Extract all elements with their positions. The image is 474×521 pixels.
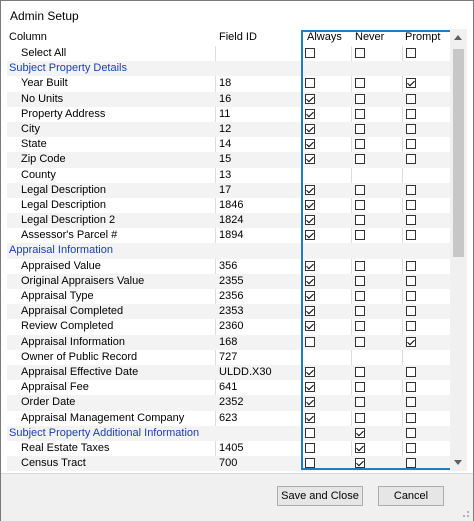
column-header-field-id[interactable]: Field ID [219, 31, 257, 43]
column-header-never[interactable]: Never [355, 31, 385, 43]
never-checkbox[interactable] [355, 185, 365, 195]
row-label: Order Date [21, 396, 76, 409]
prompt-checkbox[interactable] [406, 382, 416, 392]
row-label: Year Built [21, 77, 68, 90]
field-grid [7, 29, 450, 471]
table-row[interactable] [7, 411, 450, 426]
row-label: Legal Description 2 [21, 214, 116, 227]
table-row[interactable] [7, 46, 450, 61]
always-checkbox[interactable] [305, 367, 315, 377]
table-row[interactable] [7, 213, 450, 228]
table-row[interactable] [7, 335, 450, 350]
table-row[interactable] [7, 198, 450, 213]
prompt-checkbox[interactable] [406, 428, 416, 438]
prompt-checkbox[interactable] [406, 291, 416, 301]
never-checkbox[interactable] [355, 200, 365, 210]
row-field-id: 2353 [219, 305, 244, 318]
row-field-id: 1405 [219, 441, 244, 454]
row-field-id: 17 [219, 183, 232, 196]
table-row[interactable] [7, 228, 450, 243]
table-row[interactable] [7, 319, 450, 334]
always-checkbox[interactable] [305, 48, 315, 58]
row-label: Original Appraisers Value [21, 274, 145, 287]
never-checkbox[interactable] [355, 428, 365, 438]
row-field-id: 168 [219, 335, 238, 348]
row-label: Property Address [21, 107, 106, 120]
row-label: Census Tract [21, 457, 86, 470]
never-checkbox[interactable] [355, 276, 365, 286]
prompt-checkbox[interactable] [406, 230, 416, 240]
row-field-id: 623 [219, 411, 238, 424]
section-header-row[interactable] [7, 61, 450, 76]
row-label: No Units [21, 92, 64, 105]
prompt-checkbox[interactable] [406, 154, 416, 164]
always-checkbox[interactable] [305, 443, 315, 453]
never-checkbox[interactable] [355, 397, 365, 407]
column-header-prompt[interactable]: Prompt [405, 31, 441, 43]
row-label: Assessor's Parcel # [21, 229, 118, 242]
always-checkbox[interactable] [305, 321, 315, 331]
never-checkbox[interactable] [355, 48, 365, 58]
always-checkbox[interactable] [305, 139, 315, 149]
prompt-checkbox[interactable] [406, 200, 416, 210]
never-checkbox[interactable] [355, 306, 365, 316]
row-label: Owner of Public Record [21, 350, 138, 363]
table-row[interactable] [7, 456, 450, 471]
column-header-always[interactable]: Always [307, 31, 342, 43]
never-checkbox[interactable] [355, 109, 365, 119]
always-checkbox[interactable] [305, 154, 315, 164]
always-checkbox[interactable] [305, 109, 315, 119]
row-label: Zip Code [21, 153, 66, 166]
always-checkbox[interactable] [305, 215, 315, 225]
grid-header [7, 29, 450, 46]
always-checkbox[interactable] [305, 276, 315, 286]
prompt-checkbox[interactable] [406, 94, 416, 104]
row-label: Review Completed [21, 320, 114, 333]
never-checkbox[interactable] [355, 413, 365, 423]
row-label: Appraisal Management Company [21, 411, 185, 424]
prompt-checkbox[interactable] [406, 215, 416, 225]
scroll-up-icon[interactable] [454, 35, 462, 40]
row-field-id: 700 [219, 457, 238, 470]
column-header-column[interactable]: Column [9, 31, 47, 43]
always-checkbox[interactable] [305, 413, 315, 423]
prompt-checkbox[interactable] [406, 124, 416, 134]
row-label: City [21, 122, 40, 135]
prompt-checkbox[interactable] [406, 367, 416, 377]
prompt-checkbox[interactable] [406, 276, 416, 286]
cancel-button[interactable]: Cancel [378, 486, 444, 506]
row-field-id: 15 [219, 153, 232, 166]
never-checkbox[interactable] [355, 443, 365, 453]
title-bar [1, 1, 473, 29]
prompt-checkbox[interactable] [406, 443, 416, 453]
window-title: Admin Setup [10, 9, 79, 23]
row-field-id: 1824 [219, 214, 244, 227]
prompt-checkbox[interactable] [406, 337, 416, 347]
section-header-row[interactable] [7, 426, 450, 441]
always-checkbox[interactable] [305, 428, 315, 438]
never-checkbox[interactable] [355, 154, 365, 164]
table-row[interactable] [7, 304, 450, 319]
row-field-id: ULDD.X30 [219, 365, 272, 378]
never-checkbox[interactable] [355, 458, 365, 468]
save-and-close-button[interactable]: Save and Close [277, 486, 363, 506]
row-label: Subject Property Additional Information [9, 426, 200, 439]
section-header-row[interactable] [7, 243, 450, 258]
always-checkbox[interactable] [305, 78, 315, 88]
row-field-id: 16 [219, 92, 232, 105]
table-row[interactable] [7, 107, 450, 122]
table-row[interactable] [7, 259, 450, 274]
prompt-checkbox[interactable] [406, 413, 416, 423]
row-field-id: 2360 [219, 320, 244, 333]
dialog-footer [1, 473, 473, 521]
never-checkbox[interactable] [355, 78, 365, 88]
table-row[interactable] [7, 289, 450, 304]
always-checkbox[interactable] [305, 185, 315, 195]
always-checkbox[interactable] [305, 200, 315, 210]
table-row[interactable] [7, 183, 450, 198]
row-label: Legal Description [21, 198, 106, 211]
row-field-id: 18 [219, 77, 232, 90]
never-checkbox[interactable] [355, 291, 365, 301]
row-label: Appraisal Information [9, 244, 113, 257]
row-field-id: 356 [219, 259, 238, 272]
never-checkbox[interactable] [355, 124, 365, 134]
never-checkbox[interactable] [355, 367, 365, 377]
prompt-checkbox[interactable] [406, 306, 416, 316]
table-row[interactable] [7, 168, 450, 183]
table-row[interactable] [7, 137, 450, 152]
grid-rows [7, 46, 450, 471]
never-checkbox[interactable] [355, 337, 365, 347]
always-checkbox[interactable] [305, 261, 315, 271]
row-field-id: 1846 [219, 198, 244, 211]
table-row[interactable] [7, 380, 450, 395]
table-row[interactable] [7, 92, 450, 107]
table-row[interactable] [7, 441, 450, 456]
prompt-checkbox[interactable] [406, 261, 416, 271]
table-row[interactable] [7, 365, 450, 380]
always-checkbox[interactable] [305, 306, 315, 316]
row-field-id: 2352 [219, 396, 244, 409]
prompt-checkbox[interactable] [406, 321, 416, 331]
row-label: Appraisal Effective Date [21, 365, 139, 378]
never-checkbox[interactable] [355, 94, 365, 104]
prompt-checkbox[interactable] [406, 48, 416, 58]
scroll-down-icon[interactable] [454, 460, 462, 465]
row-label: County [21, 168, 56, 181]
row-label: Subject Property Details [9, 62, 127, 75]
never-checkbox[interactable] [355, 382, 365, 392]
row-label: Appraisal Information [21, 335, 125, 348]
prompt-checkbox[interactable] [406, 397, 416, 407]
prompt-checkbox[interactable] [406, 109, 416, 119]
row-label: State [21, 138, 47, 151]
always-checkbox[interactable] [305, 337, 315, 347]
row-field-id: 641 [219, 381, 238, 394]
row-label: Appraisal Completed [21, 305, 124, 318]
row-field-id: 727 [219, 350, 238, 363]
always-checkbox[interactable] [305, 124, 315, 134]
always-checkbox[interactable] [305, 397, 315, 407]
never-checkbox[interactable] [355, 215, 365, 225]
row-field-id: 11 [219, 107, 231, 120]
row-field-id: 13 [219, 168, 232, 181]
table-row[interactable] [7, 122, 450, 137]
never-checkbox[interactable] [355, 261, 365, 271]
row-field-id: 14 [219, 138, 232, 151]
row-label: Appraisal Fee [21, 381, 89, 394]
always-checkbox[interactable] [305, 230, 315, 240]
vertical-scrollbar[interactable] [450, 29, 467, 471]
resize-grip-icon[interactable] [460, 508, 470, 518]
row-label: Appraisal Type [21, 290, 94, 302]
always-checkbox[interactable] [305, 458, 315, 468]
always-checkbox[interactable] [305, 94, 315, 104]
always-checkbox[interactable] [305, 382, 315, 392]
row-label: Appraised Value [21, 259, 101, 272]
prompt-checkbox[interactable] [406, 78, 416, 88]
prompt-checkbox[interactable] [406, 185, 416, 195]
prompt-checkbox[interactable] [406, 139, 416, 149]
table-row[interactable] [7, 76, 450, 91]
row-field-id: 2355 [219, 274, 244, 287]
row-field-id: 1894 [219, 229, 244, 242]
row-label: Legal Description [21, 183, 106, 196]
table-row[interactable] [7, 395, 450, 410]
row-field-id: 12 [219, 122, 232, 135]
scroll-thumb[interactable] [453, 49, 464, 257]
never-checkbox[interactable] [355, 321, 365, 331]
table-row[interactable] [7, 350, 450, 365]
never-checkbox[interactable] [355, 139, 365, 149]
table-row[interactable] [7, 274, 450, 289]
row-field-id: 2356 [219, 290, 244, 302]
row-label: Select All [21, 47, 67, 59]
table-row[interactable] [7, 152, 450, 167]
never-checkbox[interactable] [355, 230, 365, 240]
prompt-checkbox[interactable] [406, 458, 416, 468]
row-label: Real Estate Taxes [21, 441, 110, 454]
always-checkbox[interactable] [305, 291, 315, 301]
